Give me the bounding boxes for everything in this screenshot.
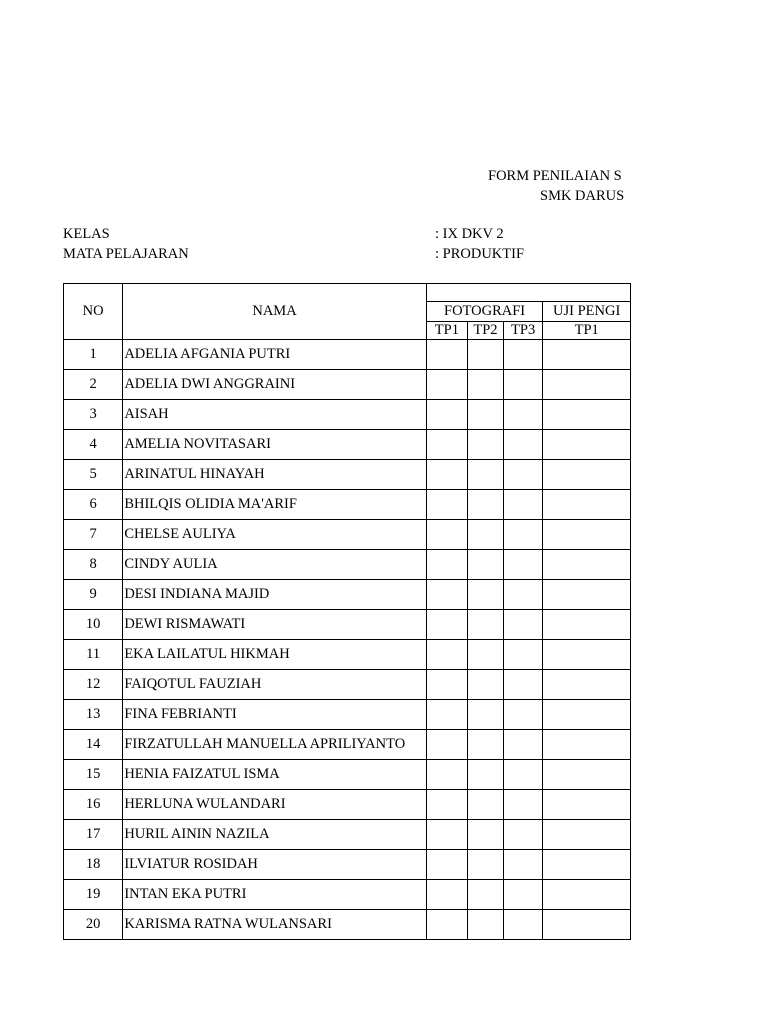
student-name: ADELIA DWI ANGGRAINI <box>123 370 426 400</box>
score-tp3-cell[interactable] <box>503 580 542 610</box>
score-tp3-cell[interactable] <box>503 760 542 790</box>
table-row <box>64 430 631 460</box>
score-uji-tp1-cell[interactable] <box>543 820 631 850</box>
table-row <box>64 850 631 880</box>
score-tp2-cell[interactable] <box>468 580 504 610</box>
table-row <box>64 640 631 670</box>
subheader-tp1: TP1 <box>426 322 467 340</box>
table-row <box>64 400 631 430</box>
score-tp1-cell[interactable] <box>426 640 467 670</box>
row-number: 8 <box>64 550 123 580</box>
score-tp3-cell[interactable] <box>503 460 542 490</box>
score-uji-tp1-cell[interactable] <box>543 550 631 580</box>
score-tp3-cell[interactable] <box>503 520 542 550</box>
score-tp2-cell[interactable] <box>468 640 504 670</box>
student-name: FIRZATULLAH MANUELLA APRILIYANTO <box>123 730 426 760</box>
score-uji-tp1-cell[interactable] <box>543 700 631 730</box>
score-tp3-cell[interactable] <box>503 790 542 820</box>
student-name: EKA LAILATUL HIKMAH <box>123 640 426 670</box>
score-tp3-cell[interactable] <box>503 610 542 640</box>
score-tp2-cell[interactable] <box>468 730 504 760</box>
table-row <box>64 340 631 370</box>
form-title: FORM PENILAIAN S <box>488 168 622 184</box>
score-tp1-cell[interactable] <box>426 580 467 610</box>
score-tp2-cell[interactable] <box>468 910 504 940</box>
score-tp3-cell[interactable] <box>503 820 542 850</box>
score-tp1-cell[interactable] <box>426 490 467 520</box>
row-number: 2 <box>64 370 123 400</box>
score-tp2-cell[interactable] <box>468 340 504 370</box>
score-tp2-cell[interactable] <box>468 610 504 640</box>
score-uji-tp1-cell[interactable] <box>543 790 631 820</box>
score-uji-tp1-cell[interactable] <box>543 520 631 550</box>
score-tp3-cell[interactable] <box>503 910 542 940</box>
row-number: 20 <box>64 910 123 940</box>
score-tp3-cell[interactable] <box>503 640 542 670</box>
score-uji-tp1-cell[interactable] <box>543 580 631 610</box>
student-name: ILVIATUR ROSIDAH <box>123 850 426 880</box>
table-row <box>64 760 631 790</box>
score-tp2-cell[interactable] <box>468 400 504 430</box>
score-tp3-cell[interactable] <box>503 400 542 430</box>
score-tp1-cell[interactable] <box>426 820 467 850</box>
row-number: 12 <box>64 670 123 700</box>
row-number: 17 <box>64 820 123 850</box>
row-number: 5 <box>64 460 123 490</box>
header-blank-row <box>426 284 630 302</box>
student-name: FAIQOTUL FAUZIAH <box>123 670 426 700</box>
row-number: 3 <box>64 400 123 430</box>
score-tp1-cell[interactable] <box>426 850 467 880</box>
group-header-fotografi: FOTOGRAFI <box>426 302 543 322</box>
score-tp1-cell[interactable] <box>426 340 467 370</box>
student-name: AMELIA NOVITASARI <box>123 430 426 460</box>
score-tp2-cell[interactable] <box>468 850 504 880</box>
score-tp1-cell[interactable] <box>426 730 467 760</box>
table-row <box>64 730 631 760</box>
score-uji-tp1-cell[interactable] <box>543 460 631 490</box>
student-name: CHELSE AULIYA <box>123 520 426 550</box>
student-name: DEWI RISMAWATI <box>123 610 426 640</box>
kelas-label: KELAS <box>63 226 110 242</box>
score-tp1-cell[interactable] <box>426 550 467 580</box>
score-tp1-cell[interactable] <box>426 880 467 910</box>
grade-table <box>63 283 631 940</box>
subheader-uji-tp1: TP1 <box>543 322 631 340</box>
table-row <box>64 910 631 940</box>
row-number: 6 <box>64 490 123 520</box>
row-number: 14 <box>64 730 123 760</box>
score-uji-tp1-cell[interactable] <box>543 880 631 910</box>
score-tp3-cell[interactable] <box>503 700 542 730</box>
score-uji-tp1-cell[interactable] <box>543 730 631 760</box>
score-tp1-cell[interactable] <box>426 400 467 430</box>
student-name: KARISMA RATNA WULANSARI <box>123 910 426 940</box>
score-tp2-cell[interactable] <box>468 430 504 460</box>
score-tp2-cell[interactable] <box>468 790 504 820</box>
score-uji-tp1-cell[interactable] <box>543 640 631 670</box>
score-tp2-cell[interactable] <box>468 550 504 580</box>
subheader-tp2: TP2 <box>468 322 504 340</box>
col-header-no: NO <box>64 284 123 340</box>
score-tp2-cell[interactable] <box>468 700 504 730</box>
score-tp3-cell[interactable] <box>503 850 542 880</box>
score-tp1-cell[interactable] <box>426 910 467 940</box>
row-number: 4 <box>64 430 123 460</box>
student-name: AISAH <box>123 400 426 430</box>
score-tp3-cell[interactable] <box>503 880 542 910</box>
table-row <box>64 580 631 610</box>
score-uji-tp1-cell[interactable] <box>543 610 631 640</box>
table-row <box>64 670 631 700</box>
table-row <box>64 880 631 910</box>
score-tp2-cell[interactable] <box>468 760 504 790</box>
student-name: INTAN EKA PUTRI <box>123 880 426 910</box>
table-row <box>64 550 631 580</box>
row-number: 13 <box>64 700 123 730</box>
score-uji-tp1-cell[interactable] <box>543 670 631 700</box>
student-name: HERLUNA WULANDARI <box>123 790 426 820</box>
table-row <box>64 490 631 520</box>
score-tp1-cell[interactable] <box>426 790 467 820</box>
kelas-value: : IX DKV 2 <box>435 226 504 242</box>
table-row <box>64 610 631 640</box>
score-tp3-cell[interactable] <box>503 730 542 760</box>
score-tp3-cell[interactable] <box>503 670 542 700</box>
row-number: 9 <box>64 580 123 610</box>
score-uji-tp1-cell[interactable] <box>543 340 631 370</box>
table-row <box>64 520 631 550</box>
score-tp3-cell[interactable] <box>503 430 542 460</box>
score-uji-tp1-cell[interactable] <box>543 910 631 940</box>
table-row <box>64 790 631 820</box>
score-tp1-cell[interactable] <box>426 670 467 700</box>
score-uji-tp1-cell[interactable] <box>543 850 631 880</box>
mapel-label: MATA PELAJARAN <box>63 246 189 262</box>
score-tp1-cell[interactable] <box>426 460 467 490</box>
student-name: HENIA FAIZATUL ISMA <box>123 760 426 790</box>
row-number: 19 <box>64 880 123 910</box>
table-row <box>64 370 631 400</box>
score-tp2-cell[interactable] <box>468 520 504 550</box>
student-name: ARINATUL HINAYAH <box>123 460 426 490</box>
score-tp1-cell[interactable] <box>426 520 467 550</box>
score-tp3-cell[interactable] <box>503 550 542 580</box>
col-header-nama: NAMA <box>123 284 426 340</box>
student-name: CINDY AULIA <box>123 550 426 580</box>
score-tp2-cell[interactable] <box>468 670 504 700</box>
row-number: 1 <box>64 340 123 370</box>
score-tp1-cell[interactable] <box>426 370 467 400</box>
row-number: 7 <box>64 520 123 550</box>
student-name: ADELIA AFGANIA PUTRI <box>123 340 426 370</box>
student-name: FINA FEBRIANTI <box>123 700 426 730</box>
score-tp1-cell[interactable] <box>426 760 467 790</box>
score-tp2-cell[interactable] <box>468 460 504 490</box>
row-number: 18 <box>64 850 123 880</box>
score-uji-tp1-cell[interactable] <box>543 760 631 790</box>
student-name: DESI INDIANA MAJID <box>123 580 426 610</box>
score-tp1-cell[interactable] <box>426 610 467 640</box>
table-row <box>64 460 631 490</box>
row-number: 16 <box>64 790 123 820</box>
row-number: 10 <box>64 610 123 640</box>
school-name: SMK DARUS <box>540 188 625 204</box>
student-name: HURIL AININ NAZILA <box>123 820 426 850</box>
subheader-tp3: TP3 <box>503 322 542 340</box>
score-tp1-cell[interactable] <box>426 700 467 730</box>
score-uji-tp1-cell[interactable] <box>543 400 631 430</box>
mapel-value: : PRODUKTIF <box>435 246 525 262</box>
score-uji-tp1-cell[interactable] <box>543 430 631 460</box>
score-tp1-cell[interactable] <box>426 430 467 460</box>
score-uji-tp1-cell[interactable] <box>543 370 631 400</box>
score-tp3-cell[interactable] <box>503 490 542 520</box>
score-tp2-cell[interactable] <box>468 880 504 910</box>
score-uji-tp1-cell[interactable] <box>543 490 631 520</box>
row-number: 15 <box>64 760 123 790</box>
student-name: BHILQIS OLIDIA MA'ARIF <box>123 490 426 520</box>
score-tp2-cell[interactable] <box>468 490 504 520</box>
row-number: 11 <box>64 640 123 670</box>
table-row <box>64 820 631 850</box>
score-tp3-cell[interactable] <box>503 370 542 400</box>
group-header-uji: UJI PENGI <box>543 302 631 322</box>
table-row <box>64 700 631 730</box>
score-tp2-cell[interactable] <box>468 820 504 850</box>
score-tp2-cell[interactable] <box>468 370 504 400</box>
score-tp3-cell[interactable] <box>503 340 542 370</box>
